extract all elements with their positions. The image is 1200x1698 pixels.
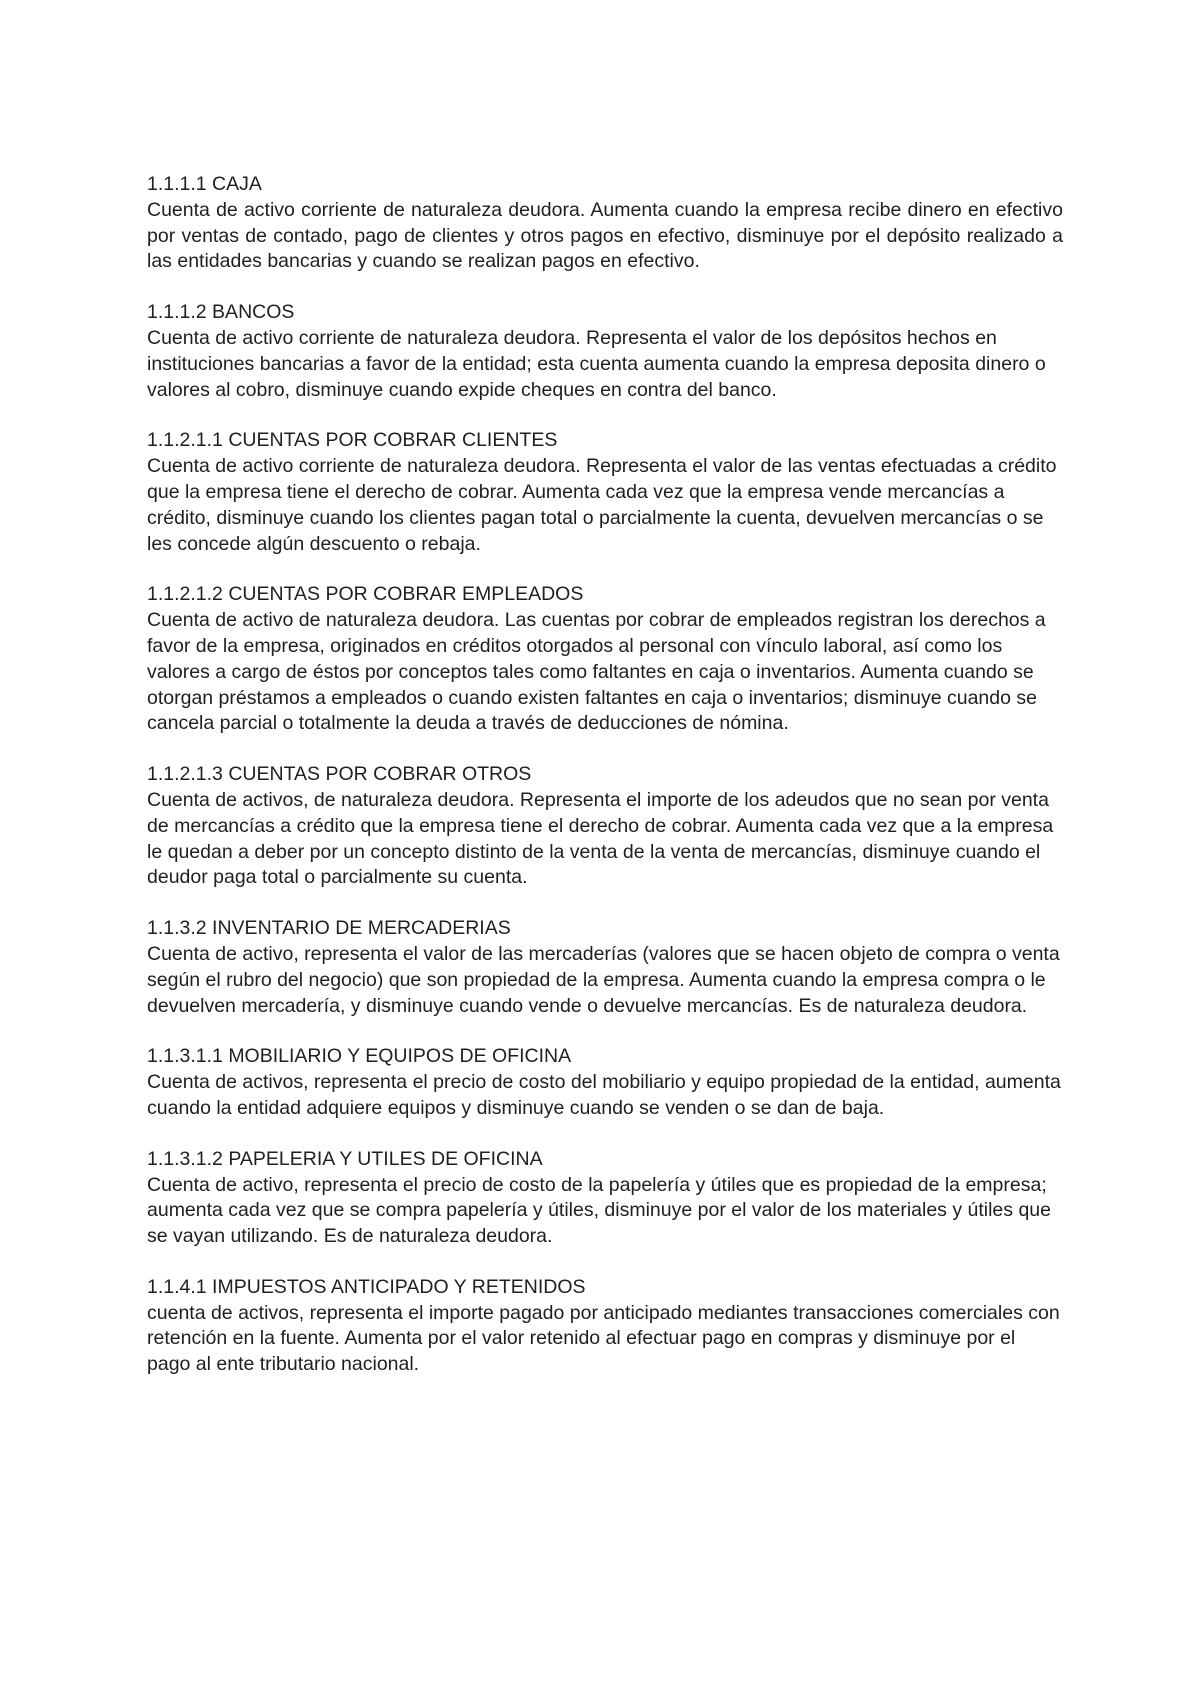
section-caja [147, 172, 1063, 275]
section-title: 1.1.2.1.3 CUENTAS POR COBRAR OTROS [147, 763, 532, 786]
section-body: Cuenta de activo, representa el valor de las mercaderías (valores que se hacen objeto de compra o venta según el rubro del negocio) que son propiedad de la empresa. Aumenta cuando la empresa compra o le devuelven mercadería, y disminuye cuando vende o devuelve mercancías. Es de naturaleza deudora. [147, 942, 1060, 1017]
section-body: Cuenta de activos, representa el precio de costo del mobiliario y equipo propiedad de la entidad, aumenta cuando la entidad adquiere equipos y disminuye cuando se venden o se dan de baja. [147, 1071, 1061, 1119]
section-title: 1.1.2.1.1 CUENTAS POR COBRAR CLIENTES [147, 429, 558, 452]
section-cuentas-por-cobrar-otros [147, 762, 1063, 891]
section-body: Cuenta de activo de naturaleza deudora. Las cuentas por cobrar de empleados registran los derechos a favor de la empresa, originados en créditos otorgados al personal con vínculo laboral, así como los valores a cargo de éstos por conceptos tales como faltantes en caja o inventarios. Aumenta cuando se otorgan préstamos a empleados o cuando existen faltantes en caja o inventarios; disminuye cuando se cancela parcial o totalmente la deuda a través de deducciones de nómina. [147, 609, 1046, 735]
section-body: Cuenta de activos, de naturaleza deudora. Representa el importe de los adeudos que no sean por venta de mercancías a crédito que la empresa tiene el derecho de cobrar. Aumenta cada vez que a la empresa le quedan a deber por un concepto distinto de la venta de la venta de mercancías, disminuye cuando el deudor paga total o parcialmente su cuenta. [147, 788, 1054, 889]
section-body: Cuenta de activo corriente de naturaleza deudora. Representa el valor de los depósitos hechos en instituciones bancarias a favor de la entidad; esta cuenta aumenta cuando la empresa deposita dinero o valores al cobro, disminuye cuando expide cheques en contra del banco. [147, 326, 1046, 401]
section-body: cuenta de activos, representa el importe pagado por anticipado mediantes transacciones comerciales con retención en la fuente. Aumenta por el valor retenido al efectuar pago en compras y disminuye por el pago al ente tributario nacional. [147, 1301, 1060, 1376]
section-cuentas-por-cobrar-empleados [147, 582, 1063, 737]
section-body: Cuenta de activo corriente de naturaleza deudora. Aumenta cuando la empresa recibe dinero en efectivo por ventas de contado, pago de clientes y otros pagos en efectivo, disminuye por el depósito realizado a las entidades bancarias y cuando se realizan pagos en efectivo. [147, 198, 1063, 273]
section-inventario-de-mercaderias [147, 916, 1063, 1019]
section-cuentas-por-cobrar-clientes [147, 428, 1063, 557]
section-title: 1.1.4.1 IMPUESTOS ANTICIPADO Y RETENIDOS [147, 1275, 586, 1298]
section-papeleria-y-utiles [147, 1147, 1063, 1250]
section-title: 1.1.3.1.2 PAPELERIA Y UTILES DE OFICINA [147, 1147, 543, 1170]
section-title: 1.1.3.2 INVENTARIO DE MERCADERIAS [147, 917, 511, 940]
section-title: 1.1.3.1.1 MOBILIARIO Y EQUIPOS DE OFICINA [147, 1045, 572, 1068]
section-mobiliario-y-equipos [147, 1044, 1063, 1121]
section-impuestos-anticipado [147, 1275, 1063, 1378]
document-page [147, 172, 1063, 1403]
section-body: Cuenta de activo corriente de naturaleza deudora. Representa el valor de las ventas efectuadas a crédito que la empresa tiene el derecho de cobrar. Aumenta cada vez que la empresa vende mercancías a crédito, disminuye cuando los clientes pagan total o parcialmente la cuenta, devuelven mercancías o se les concede algún descuento o rebaja. [147, 455, 1057, 555]
section-bancos [147, 300, 1063, 403]
section-body: Cuenta de activo, representa el precio de costo de la papelería y útiles que es propiedad de la empresa; aumenta cada vez que se compra papelería y útiles, disminuye por el valor de los materiales y útiles que se vayan utilizando. Es de naturaleza deudora. [147, 1173, 1051, 1248]
section-title: 1.1.2.1.2 CUENTAS POR COBRAR EMPLEADOS [147, 583, 584, 606]
section-title: 1.1.1.2 BANCOS [147, 301, 295, 324]
section-title: 1.1.1.1 CAJA [147, 173, 262, 195]
